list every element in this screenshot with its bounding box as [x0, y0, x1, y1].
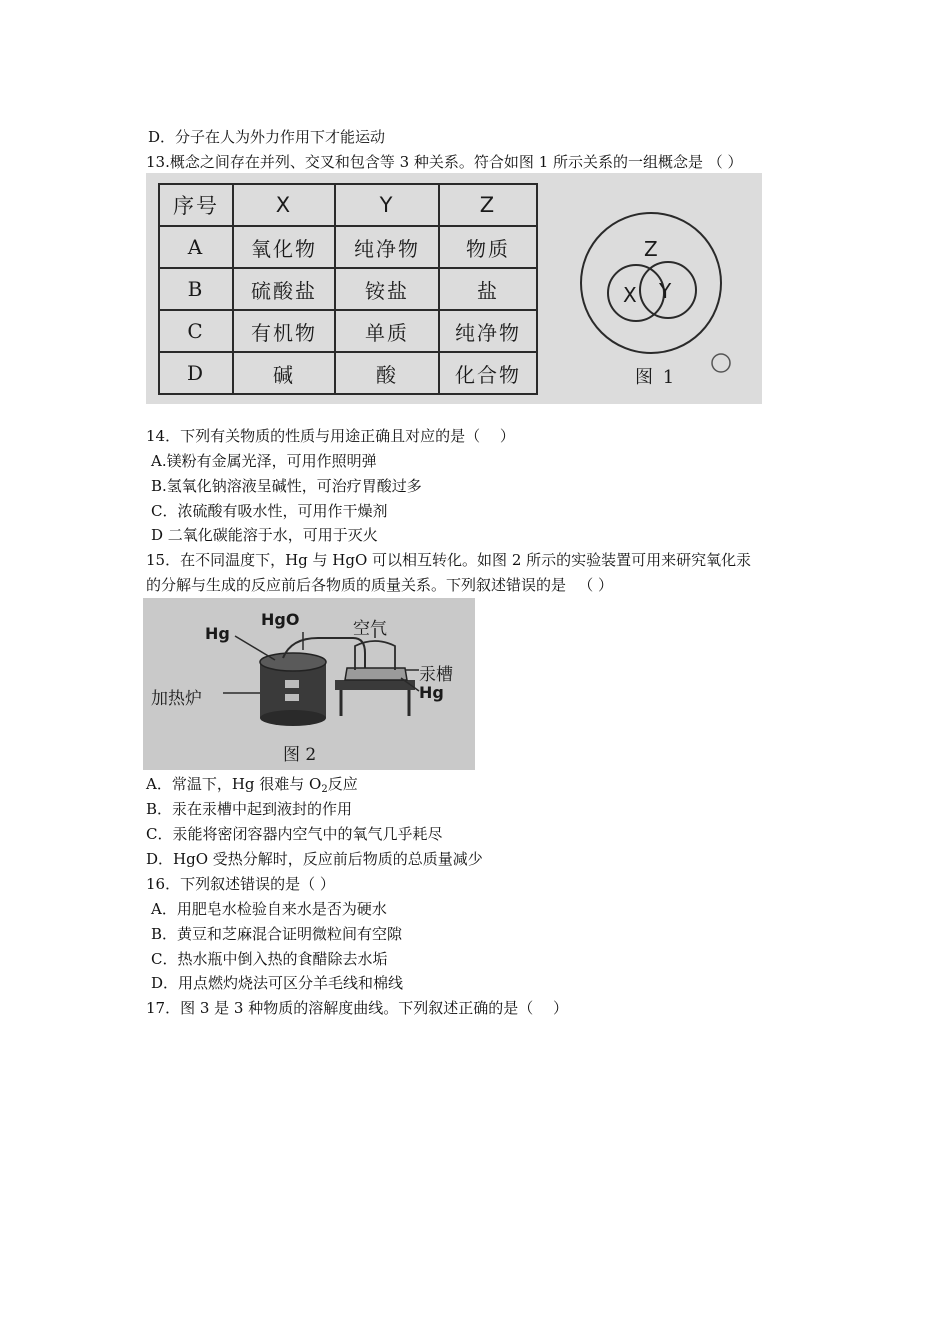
table-cell: 硫酸盐: [233, 268, 335, 310]
q15-option-c: C．汞能将密闭容器内空气中的氧气几乎耗尽: [146, 825, 443, 843]
label-trough: 汞槽: [419, 665, 453, 685]
label-pointer: [235, 636, 275, 660]
furnace-top: [260, 653, 326, 671]
label-hgo: HgO: [261, 610, 300, 629]
q17-stem: 17．图 3 是 3 种物质的溶解度曲线。下列叙述正确的是（ ）: [146, 999, 569, 1017]
table-header-cell: X: [233, 184, 335, 226]
table-cell: C: [159, 310, 233, 352]
table-cell: D: [159, 352, 233, 394]
table-cell: 酸: [335, 352, 439, 394]
label-air: 空气: [353, 619, 387, 639]
q16-stem: 16．下列叙述错误的是（ ）: [146, 875, 335, 893]
q16-option-d: D．用点燃灼烧法可区分羊毛线和棉线: [151, 974, 404, 992]
bell-jar: [355, 641, 395, 670]
q15-option-a-tail: 反应: [327, 775, 358, 793]
q16-option-b: B．黄豆和芝麻混合证明微粒间有空隙: [151, 925, 403, 943]
table-header-cell: Y: [335, 184, 439, 226]
figure-2-caption: 图 2: [283, 745, 317, 765]
table-cell: 物质: [439, 226, 537, 268]
q12-option-d: D．分子在人为外力作用下才能运动: [148, 128, 386, 146]
table-header-cell: Z: [439, 184, 537, 226]
q15-option-b: B．汞在汞槽中起到液封的作用: [146, 800, 353, 818]
q16-option-c: C．热水瓶中倒入热的食醋除去水垢: [151, 950, 388, 968]
q15-option-a: [146, 774, 358, 800]
q14-option-c: C．浓硫酸有吸水性，可用作干燥剂: [151, 502, 388, 520]
venn-label-y: Y: [659, 279, 672, 303]
table-cell: A: [159, 226, 233, 268]
q16-option-a: A．用肥皂水检验自来水是否为硬水: [151, 900, 387, 918]
venn-label-z: Z: [644, 237, 658, 261]
furnace-base: [260, 710, 326, 726]
q13-stem: 13.概念之间存在并列、交叉和包含等 3 种关系。符合如图 1 所示关系的一组概念是 （ ）: [146, 153, 743, 171]
figure-2: [143, 598, 475, 770]
table-cell: 有机物: [233, 310, 335, 352]
table-cell: 盐: [439, 268, 537, 310]
furnace-window: [285, 680, 299, 688]
table-cell: 化合物: [439, 352, 537, 394]
label-hg-left: Hg: [205, 624, 230, 643]
figure-1: [146, 173, 762, 404]
q15-option-a-text: A．常温下，Hg 很难与 O: [146, 775, 322, 793]
q14-option-b: B.氢氧化钠溶液呈碱性，可治疗胃酸过多: [151, 477, 422, 495]
table-cell: B: [159, 268, 233, 310]
table-cell: 单质: [335, 310, 439, 352]
q15-stem-line1: 15．在不同温度下，Hg 与 HgO 可以相互转化。如图 2 所示的实验装置可用来研究氧化汞: [146, 551, 752, 569]
label-hg-right: Hg: [419, 683, 444, 702]
table-cell: 氧化物: [233, 226, 335, 268]
stamp-mark-icon: [712, 354, 730, 372]
table-header-cell: 序号: [159, 184, 233, 226]
q14-stem: 14．下列有关物质的性质与用途正确且对应的是（ ）: [146, 427, 515, 445]
q15-option-a-subscript: 2: [321, 784, 328, 795]
table-cell: 铵盐: [335, 268, 439, 310]
table-cell: 纯净物: [335, 226, 439, 268]
q14-option-a: A.镁粉有金属光泽，可用作照明弹: [151, 452, 377, 470]
q14-option-d: D 二氧化碳能溶于水，可用于灭火: [151, 526, 378, 544]
figure-1-caption: 图 1: [635, 367, 677, 388]
furnace-window: [285, 694, 299, 701]
stand-top: [335, 680, 415, 690]
q15-option-d: D．HgO 受热分解时，反应前后物质的总质量减少: [146, 850, 483, 868]
label-furnace: 加热炉: [151, 689, 202, 709]
table-cell: 纯净物: [439, 310, 537, 352]
table-cell: 碱: [233, 352, 335, 394]
venn-label-x: X: [623, 283, 637, 307]
venn-circle-z: [581, 213, 721, 353]
q15-stem-line2: 的分解与生成的反应前后各物质的质量关系。下列叙述错误的是 （ ）: [146, 576, 614, 594]
